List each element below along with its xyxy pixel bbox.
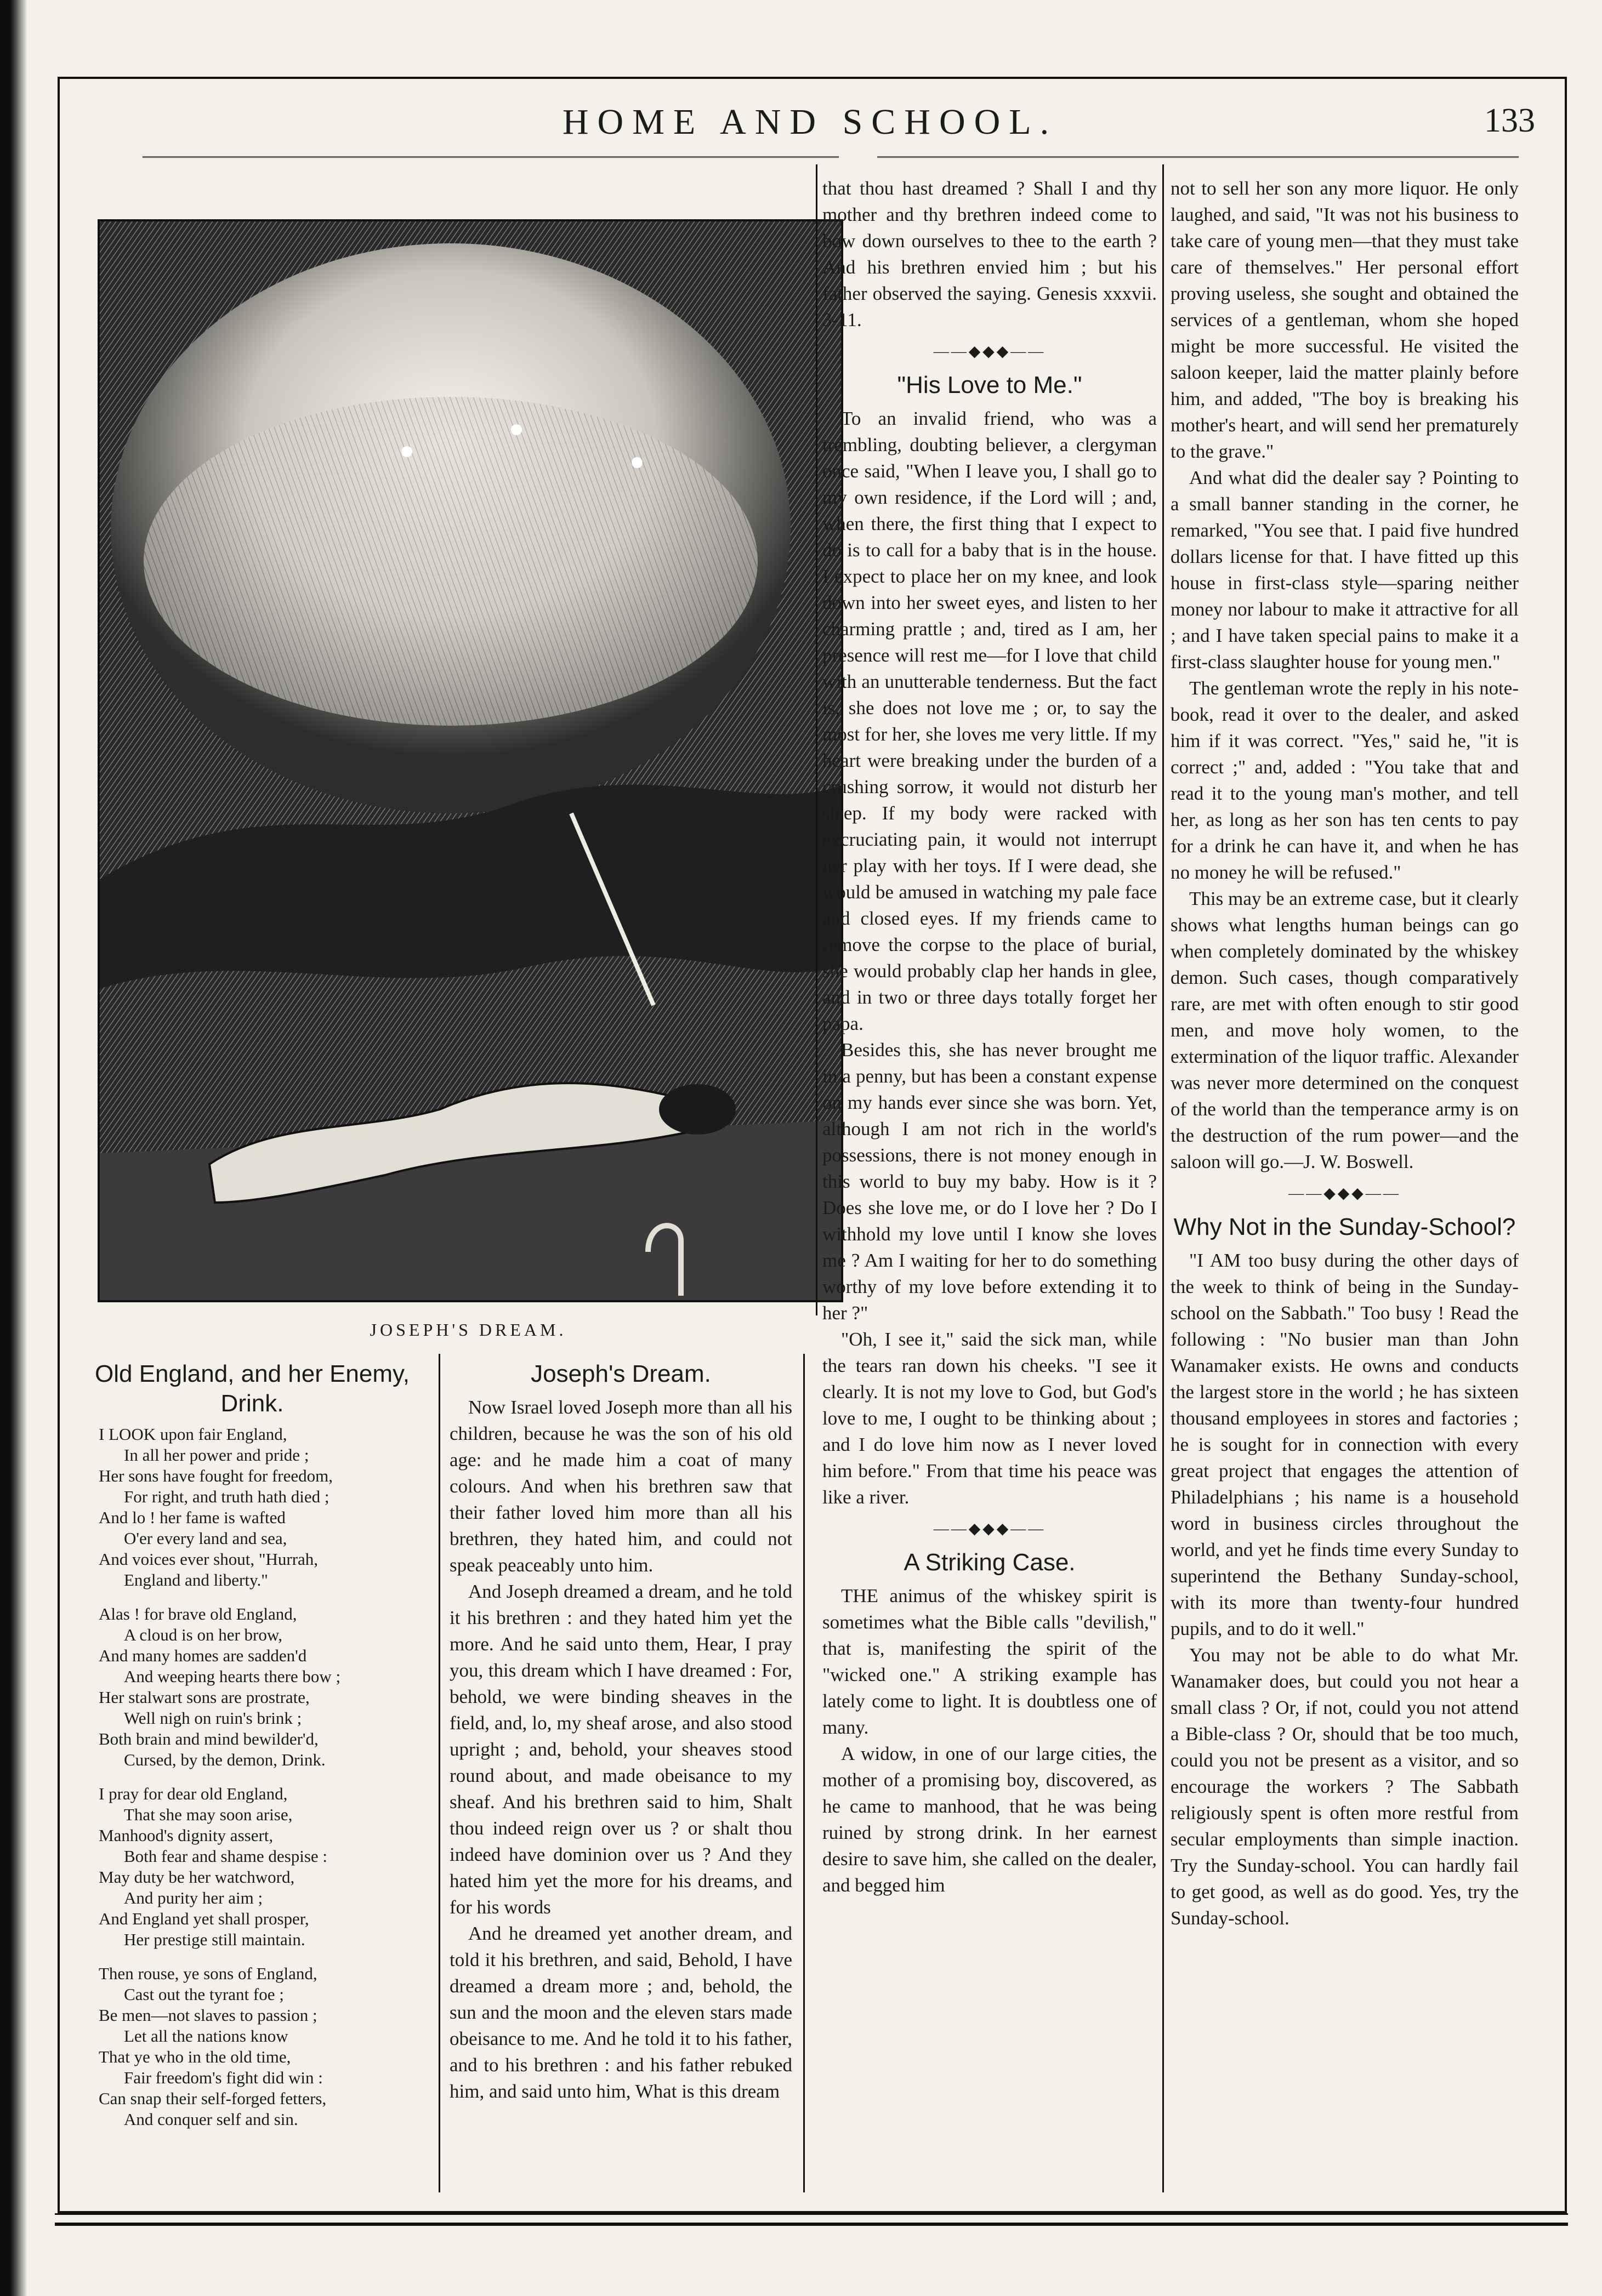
poem-line: And purity her aim ; bbox=[124, 1888, 263, 1907]
poem-line: I pray for dear old England, bbox=[99, 1784, 288, 1803]
paragraph: The gentleman wrote the reply in his note-book, read it over to the dealer, and asked him if it was correct. "Yes," said he, "it is correct ;" and, added : "You take that and read it to the young man's mother, and tell her, as long as her son has ten cents to pay for a drink he can have it, and when he has no money he will be refused." bbox=[1171, 677, 1519, 883]
poem-line: That she may soon arise, bbox=[124, 1805, 293, 1824]
poem-line: May duty be her watchword, bbox=[99, 1867, 295, 1887]
paragraph: And he dreamed yet another dream, and told it his brethren, and said, Behold, I have dreamed a dream more ; and, behold, the sun and the moon and the eleven stars made obeisance to me. And he told it to his father, and to his brethren : and his father rebuked him, and said unto him, What is this dream bbox=[450, 1923, 792, 2102]
paragraph: You may not be able to do what Mr. Wanamaker does, but could you not hear a small class ? Or, if not, could you not attend a Bible-class ? Or, should that be too much, could you not be present as a visitor, and so encourage the workers ? The Sabbath religiously spent is often more restful from secular employments than simple inaction. Try the Sunday-school. You can hardly fail to get good, as well as do good. Yes, try the Sunday-school. bbox=[1171, 1644, 1519, 1929]
poem-line: And voices ever shout, "Hurrah, bbox=[99, 1549, 319, 1569]
article-title: Old England, and her Enemy, Drink. bbox=[95, 1360, 410, 1417]
poem-line: Both fear and shame despise : bbox=[124, 1847, 328, 1866]
paragraph: "I AM too busy during the other days of the week to think of being in the Sunday-school on the Sabbath." Too busy ! Read the following : "No busier man than John Wanamaker exists. He owns and conducts the largest store in the world ; he has sixteen thousand employees in stores and factories ; he is sought for in connection with every great project that engages the attention of Philadelphians ; his name is a household word in business circles throughout the world, and yet he finds time every Sunday to superintend the Bethany Sunday-school, with its more than twenty-four hundred pupils, and to do it well." bbox=[1171, 1250, 1519, 1639]
head-rule-left bbox=[143, 156, 839, 158]
poem-line: Be men—not slaves to passion ; bbox=[99, 2006, 317, 2025]
poem-line: Her sons have fought for freedom, bbox=[99, 1466, 333, 1485]
poem-line: Her stalwart sons are prostrate, bbox=[99, 1688, 310, 1707]
article-a-striking-case-cont bbox=[1171, 175, 1519, 1932]
paragraph: Besides this, she has never brought me in a penny, but has been a constant expense on my hands ever since she was born. Yet, although I am not rich in the world's possessions, there is not money enough in this world to buy my baby. How is it ? Does she love me, or do I love her ? Do I withhold my love until I know she loves me ? Am I waiting for her to do something worthy of my love before extending it to her ?" bbox=[822, 1039, 1157, 1324]
poem-line: And many homes are sadden'd bbox=[99, 1646, 307, 1665]
paragraph: This may be an extreme case, but it clearly shows what lengths human beings can go when completely dominated by the whiskey demon. Such cases, though comparatively rare, are met with often enough to stir good men, and move holy women, to the extermination of the liquor traffic. Alexander was never more determined on the conquest of the world than the temperance army is on the destruction of the rum power—and the saloon will go.—J. W. Boswell. bbox=[1171, 888, 1519, 1172]
ornament-divider: ——◆◆◆—— bbox=[933, 343, 1046, 360]
bottom-rule bbox=[55, 2213, 1568, 2226]
paragraph: not to sell her son any more liquor. He only laughed, and said, "It was not his business to take care of young men—that they must take care of themselves." Her personal effort proving useless, she sought and obtained the services of a gentleman, whom she hoped might be more successful. He visited the saloon keeper, laid the matter plainly before him, and added, "The boy is breaking his mother's heart, and will send her prematurely to the grave." bbox=[1171, 178, 1519, 462]
column-divider bbox=[1162, 164, 1164, 2192]
poem-line: Alas ! for brave old England, bbox=[99, 1604, 297, 1623]
paragraph: "Oh, I see it," said the sick man, while the tears ran down his cheeks. "I see it clearly. It is not my love to God, but God's love to me, I ought to be thinking about ; and I do love him now as I never loved him before." From that time his peace was like a river. bbox=[822, 1329, 1157, 1508]
paragraph: Now Israel loved Joseph more than all his children, because he was the son of his old age: and he made him a coat of many colours. And when his brethren saw that their father loved him more than all his brethren, they hated him, and could not speak peaceably unto him. bbox=[450, 1397, 792, 1576]
page-spine bbox=[0, 0, 27, 2296]
poem-line: And lo ! her fame is wafted bbox=[99, 1508, 286, 1527]
poem-line: Well nigh on ruin's brink ; bbox=[124, 1708, 302, 1728]
engraving-illustration bbox=[100, 221, 841, 1300]
paragraph: And what did the dealer say ? Pointing to a small banner standing in the corner, he remarked, "You see that. I paid five hundred dollars license for that. I have fitted up this house in first-class style—sparing neither money nor labour to make it attractive for all ; and I have taken special pains to make it a first-class slaughter house for young men." bbox=[1171, 467, 1519, 673]
poem-line: And England yet shall prosper, bbox=[99, 1909, 309, 1928]
poem-line: I LOOK upon fair England, bbox=[99, 1425, 287, 1444]
figure-caption: JOSEPH'S DREAM. bbox=[370, 1320, 567, 1340]
engraving-josephs-dream bbox=[98, 219, 843, 1302]
article-old-england bbox=[77, 1359, 428, 2143]
article-josephs-dream bbox=[450, 1359, 792, 2105]
article-his-love-to-me bbox=[822, 175, 1157, 1899]
poem-stanza bbox=[99, 1784, 428, 1950]
article-title: Why Not in the Sunday-School? bbox=[1173, 1213, 1516, 1240]
poem-line: Cursed, by the demon, Drink. bbox=[124, 1750, 326, 1769]
paragraph: A widow, in one of our large cities, the mother of a promising boy, discovered, as he came to manhood, that he was being ruined by strong drink. In her earnest desire to save him, she called on the dealer, and begged him bbox=[822, 1743, 1157, 1896]
column-divider bbox=[803, 1354, 805, 2192]
article-title: A Striking Case. bbox=[904, 1549, 1076, 1576]
poem-line: And conquer self and sin. bbox=[124, 2110, 298, 2129]
poem-line: And weeping hearts there bow ; bbox=[124, 1667, 341, 1686]
poem-line: That ye who in the old time, bbox=[99, 2047, 291, 2066]
poem-line: A cloud is on her brow, bbox=[124, 1625, 283, 1644]
poem-line: Then rouse, ye sons of England, bbox=[99, 1964, 317, 1983]
column-divider bbox=[816, 164, 817, 1315]
poem-line: Manhood's dignity assert, bbox=[99, 1826, 274, 1845]
ornament-divider: ——◆◆◆—— bbox=[933, 1520, 1046, 1537]
ornament-divider: ——◆◆◆—— bbox=[1288, 1185, 1401, 1202]
poem-stanza bbox=[99, 1604, 428, 1770]
paragraph: that thou hast dreamed ? Shall I and thy mother and thy brethren indeed come to bow down ourselves to thee to the earth ? And his brethren envied him ; but his father observed the saying. Genesis xxxvii. 3-11. bbox=[822, 178, 1157, 331]
article-title: Joseph's Dream. bbox=[531, 1360, 711, 1387]
poem-stanza bbox=[99, 1963, 428, 2130]
poem-line: England and liberty." bbox=[124, 1570, 268, 1589]
poem-line: Fair freedom's fight did win : bbox=[124, 2068, 323, 2087]
poem-line: Cast out the tyrant foe ; bbox=[124, 1985, 284, 2004]
paragraph: THE animus of the whiskey spirit is sometimes what the Bible calls "devilish," that is, manifesting the spirit of the "wicked one." A striking example has lately come to light. It is doubtless one of many. bbox=[822, 1585, 1157, 1738]
poem-line: For right, and truth hath died ; bbox=[124, 1487, 330, 1506]
poem-line: Her prestige still maintain. bbox=[124, 1930, 305, 1949]
column-divider bbox=[439, 1354, 440, 2192]
publication-title: HOME AND SCHOOL. bbox=[562, 102, 1058, 142]
poem-line: Can snap their self-forged fetters, bbox=[99, 2089, 327, 2108]
head-rule-right bbox=[877, 156, 1519, 158]
poem-line: Both brain and mind bewilder'd, bbox=[99, 1729, 319, 1748]
running-head bbox=[58, 101, 1563, 151]
page-number: 133 bbox=[1484, 102, 1535, 139]
poem-line: O'er every land and sea, bbox=[124, 1529, 287, 1548]
poem-line: In all her power and pride ; bbox=[124, 1445, 309, 1465]
article-title: "His Love to Me." bbox=[897, 372, 1082, 398]
paragraph: To an invalid friend, who was a trembling, doubting believer, a clergyman once said, "When I leave you, I shall go to my own residence, if the Lord will ; and, when there, the first thing that I expect to do is to call for a baby that is in the house. I expect to place her on my knee, and look down into her sweet eyes, and listen to her charming prattle ; and, tired as I am, her presence will rest me—for I love that child with an unutterable tenderness. But the fact is, she does not love me ; or, to say the most for her, she loves me very little. If my heart were breaking under the burden of a crushing sorrow, it would not disturb her sleep. If my body were racked with excruciating pain, it would not interrupt her play with her toys. If I were dead, she would be amused in watching my pale face and closed eyes. If my friends came to remove the corpse to the place of burial, she would probably clap her hands in glee, and in two or three days totally forget her papa. bbox=[822, 408, 1157, 1034]
poem-stanza bbox=[99, 1424, 428, 1591]
paragraph: And Joseph dreamed a dream, and he told it his brethren : and they hated him yet the more. And he said unto them, Hear, I pray you, this dream which I have dreamed : For, behold, we were binding sheaves in the field, and, lo, my sheaf arose, and also stood upright ; and, behold, your sheaves stood round about, and made obeisance to my sheaf. And his brethren said to him, Shalt thou indeed reign over us ? or shalt thou indeed have dominion over us ? And they hated him yet the more for his dreams, and for his words bbox=[450, 1581, 792, 1918]
poem-line: Let all the nations know bbox=[124, 2026, 288, 2046]
